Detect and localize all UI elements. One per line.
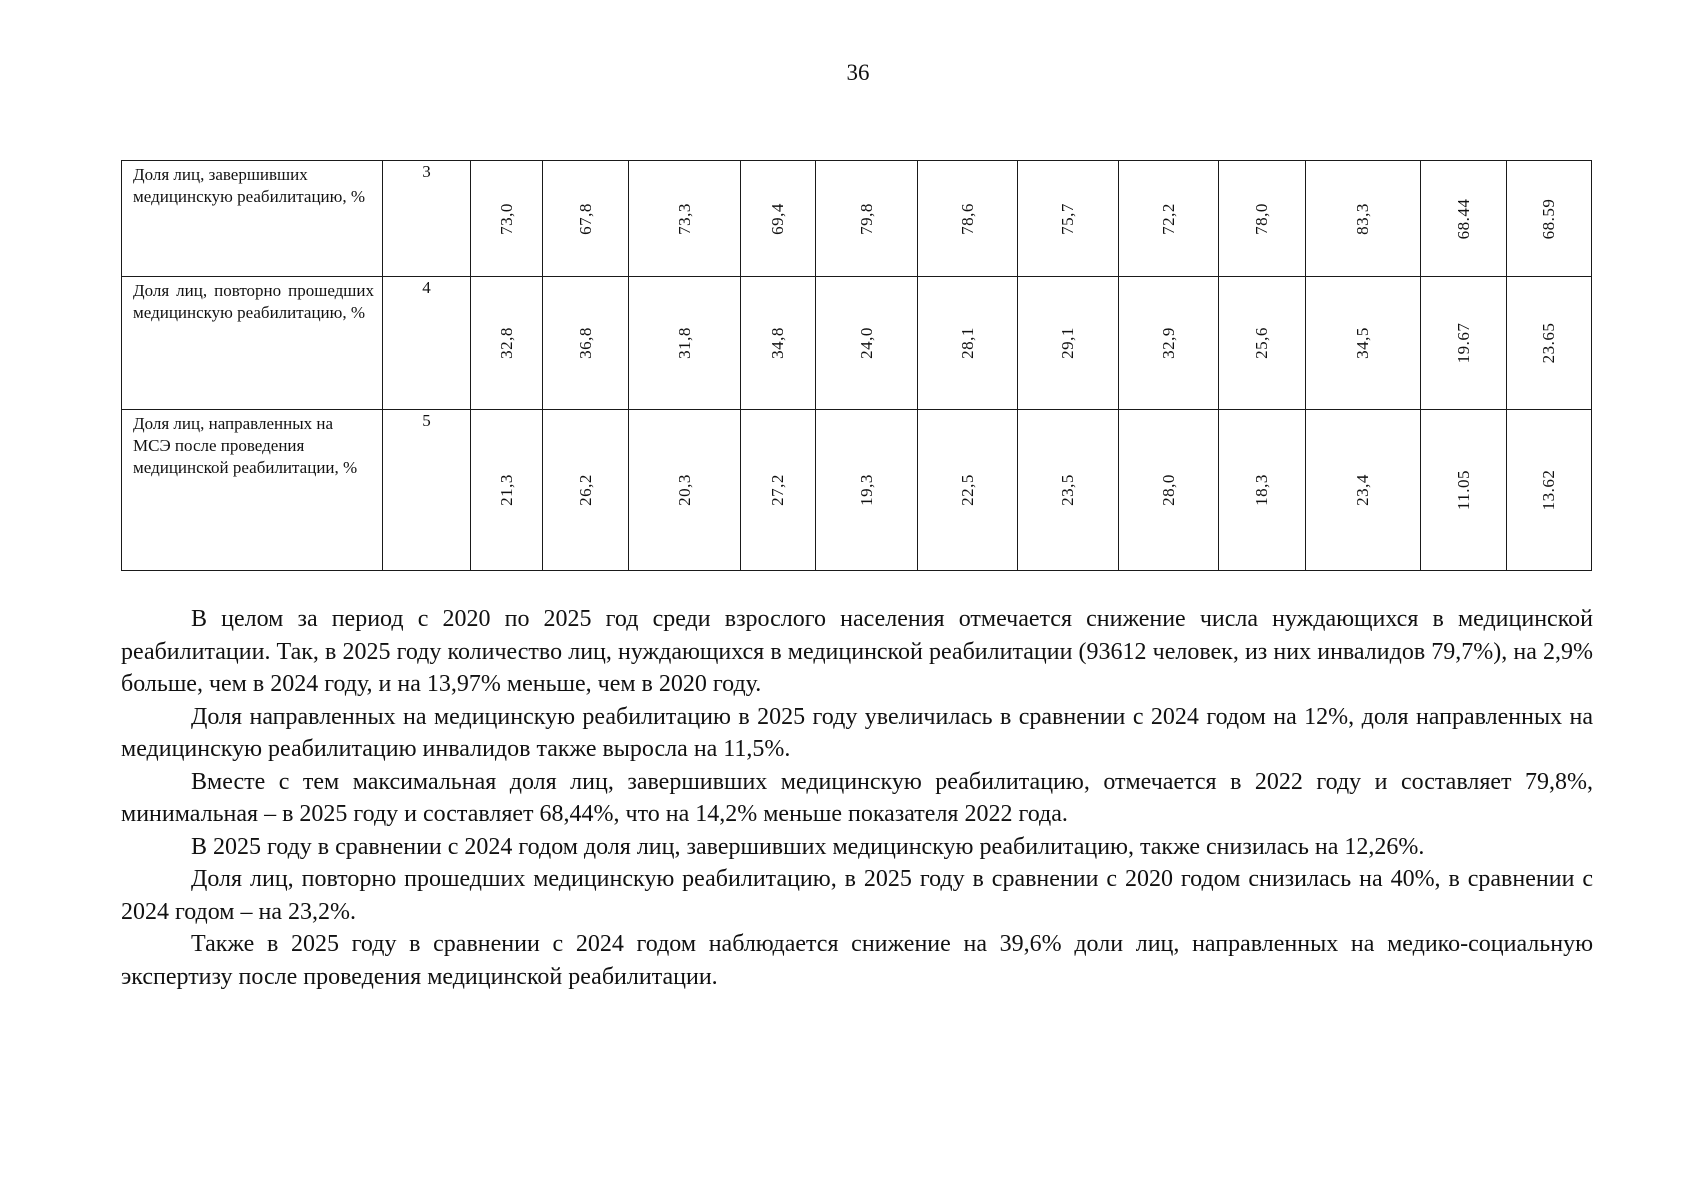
- value-cell: [741, 277, 816, 410]
- cell-value: 26,2: [575, 474, 595, 506]
- value-cell: [1018, 161, 1119, 277]
- value-cell: [1219, 161, 1306, 277]
- cell-value: 19,3: [856, 474, 876, 506]
- row-number: 4: [383, 277, 471, 410]
- row-label: Доля лиц, повторно прошедших медицинскую реабилитацию, %: [122, 277, 383, 410]
- cell-value: 34,5: [1353, 327, 1372, 359]
- value-cell: [1306, 410, 1421, 571]
- cell-value: 78,0: [1252, 202, 1271, 235]
- value-cell: [629, 277, 741, 410]
- value-cell: [1507, 410, 1592, 571]
- value-cell: [1421, 161, 1507, 277]
- cell-value: 32,8: [496, 327, 516, 359]
- value-cell: [543, 161, 629, 277]
- value-cell: [1306, 277, 1421, 410]
- row-label: Доля лиц, завершивших медицинскую реабилитацию, %: [122, 161, 383, 277]
- body-text: [121, 603, 1593, 993]
- value-cell: [1018, 410, 1119, 571]
- cell-value: 72,2: [1158, 202, 1178, 235]
- cell-value: 31,8: [674, 327, 694, 359]
- cell-value: 24,0: [856, 327, 876, 359]
- cell-value: 21,3: [496, 474, 516, 506]
- value-cell: [1306, 161, 1421, 277]
- cell-value: 29,1: [1058, 327, 1077, 359]
- value-cell: [918, 277, 1018, 410]
- cell-value: 83,3: [1353, 202, 1372, 235]
- cell-value: 23.65: [1539, 322, 1558, 364]
- cell-value: 68.59: [1539, 198, 1558, 239]
- value-cell: [543, 277, 629, 410]
- value-cell: [741, 410, 816, 571]
- row-number: 3: [383, 161, 471, 277]
- cell-value: 78,6: [957, 202, 977, 235]
- value-cell: [816, 161, 918, 277]
- cell-value: 36,8: [575, 327, 595, 359]
- value-cell: [543, 410, 629, 571]
- table-row: [122, 410, 1592, 571]
- value-cell: [1119, 161, 1219, 277]
- value-cell: [1507, 277, 1592, 410]
- table-row: [122, 161, 1592, 277]
- value-cell: [1018, 277, 1119, 410]
- value-cell: [1219, 410, 1306, 571]
- cell-value: 28,0: [1158, 474, 1178, 506]
- value-cell: [918, 410, 1018, 571]
- value-cell: [1421, 277, 1507, 410]
- cell-value: 13.62: [1539, 469, 1558, 511]
- cell-value: 73,0: [496, 202, 516, 235]
- cell-value: 18,3: [1252, 474, 1271, 506]
- cell-value: 67,8: [575, 202, 595, 235]
- value-cell: [1421, 410, 1507, 571]
- paragraph: Доля направленных на медицинскую реабилитацию в 2025 году увеличилась в сравнении с 2024 годом на 12%, доля направленных на медицинскую реабилитацию инвалидов также выросла на 11,5%.: [121, 703, 1593, 762]
- cell-value: 20,3: [674, 474, 694, 506]
- cell-value: 32,9: [1158, 327, 1178, 359]
- paragraph: Также в 2025 году в сравнении с 2024 годом наблюдается снижение на 39,6% доли лиц, направленных на медико-социальную экспертизу после проведения медицинской реабилитации.: [121, 931, 1593, 990]
- value-cell: [629, 410, 741, 571]
- cell-value: 23,5: [1058, 474, 1077, 506]
- value-cell: [1507, 161, 1592, 277]
- cell-value: 73,3: [674, 202, 694, 235]
- value-cell: [471, 410, 543, 571]
- value-cell: [1119, 410, 1219, 571]
- cell-value: 23,4: [1353, 474, 1372, 506]
- paragraph: Вместе с тем максимальная доля лиц, завершивших медицинскую реабилитацию, отмечается в 2022 году и составляет 79,8%, минимальная – в 2025 году и составляет 68,44%, что на 14,2% меньше показателя 2022 года.: [121, 768, 1593, 827]
- row-label: Доля лиц, направленных на МСЭ после проведения медицинской реабилитации, %: [122, 410, 383, 571]
- value-cell: [471, 277, 543, 410]
- paragraph: В целом за период с 2020 по 2025 год среди взрослого населения отмечается снижение числа нуждающихся в медицинской реабилитации. Так, в 2025 году количество лиц, нуждающихся в медицинской реабилитации (93612 человек, из них инвалидов 79,7%), на 2,9% больше, чем в 2024 году, и на 13,97% меньше, чем в 2020 году.: [121, 606, 1593, 697]
- statistics-table: [121, 160, 1592, 571]
- paragraph: Доля лиц, повторно прошедших медицинскую реабилитацию, в 2025 году в сравнении с 2020 годом снизилась на 40%, в сравнении с 2024 годом – на 23,2%.: [121, 866, 1593, 925]
- value-cell: [1119, 277, 1219, 410]
- cell-value: 75,7: [1058, 202, 1077, 235]
- cell-value: 25,6: [1252, 327, 1271, 359]
- cell-value: 28,1: [957, 327, 977, 359]
- value-cell: [1219, 277, 1306, 410]
- value-cell: [741, 161, 816, 277]
- value-cell: [629, 161, 741, 277]
- cell-value: 22,5: [957, 474, 977, 506]
- paragraph: В 2025 году в сравнении с 2024 годом доля лиц, завершивших медицинскую реабилитацию, также снизилась на 12,26%.: [191, 833, 1425, 860]
- value-cell: [816, 277, 918, 410]
- cell-value: 34,8: [768, 327, 787, 359]
- cell-value: 19.67: [1453, 322, 1473, 364]
- cell-value: 79,8: [856, 202, 876, 235]
- row-number: 5: [383, 410, 471, 571]
- value-cell: [471, 161, 543, 277]
- cell-value: 27,2: [768, 474, 787, 506]
- page-number: 36: [846, 60, 870, 85]
- cell-value: 68.44: [1453, 198, 1473, 239]
- cell-value: 69,4: [768, 202, 787, 235]
- cell-value: 11.05: [1453, 469, 1473, 511]
- table-row: [122, 277, 1592, 410]
- value-cell: [816, 410, 918, 571]
- value-cell: [918, 161, 1018, 277]
